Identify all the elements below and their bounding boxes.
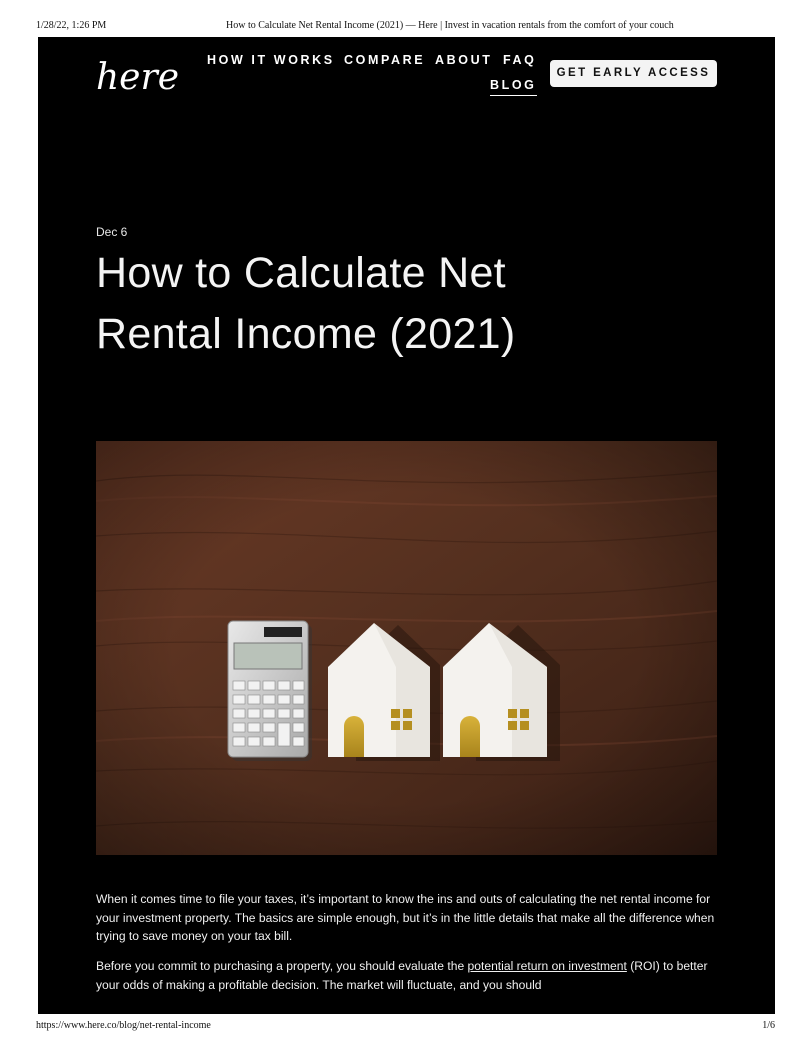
nav-compare[interactable]: COMPARE bbox=[344, 53, 426, 67]
nav-about[interactable]: ABOUT bbox=[435, 53, 493, 67]
calculator-and-houses-image bbox=[96, 441, 717, 855]
logo-text: here bbox=[96, 57, 178, 98]
nav-faq[interactable]: FAQ bbox=[503, 53, 537, 67]
article-date: Dec 6 bbox=[96, 225, 128, 239]
main-nav bbox=[203, 53, 538, 99]
paragraph-2-text-end: (ROI) to better your odds of making a profitable decision. The market will fluctuate, and you should bbox=[96, 959, 708, 992]
title-line-1: How to Calculate Net bbox=[96, 249, 506, 297]
print-header bbox=[0, 18, 811, 34]
print-datetime: 1/28/22, 1:26 PM bbox=[36, 20, 107, 31]
print-document-title: How to Calculate Net Rental Income (2021) — Here | Invest in vacation rentals from the comfort of your couch bbox=[226, 20, 674, 31]
paragraph-2-text-start: Before you commit to purchasing a property, you should evaluate the bbox=[96, 959, 468, 973]
hero-image bbox=[96, 441, 717, 855]
nav-blog[interactable]: BLOG bbox=[490, 78, 537, 96]
title-line-2: Rental Income (2021) bbox=[96, 310, 516, 358]
print-url: https://www.here.co/blog/net-rental-income bbox=[36, 1020, 211, 1031]
site-logo[interactable] bbox=[96, 51, 178, 101]
article-paragraph-2 bbox=[96, 957, 716, 994]
get-early-access-button[interactable]: GET EARLY ACCESS bbox=[550, 60, 717, 87]
article-paragraph-1: When it comes time to file your taxes, it’s important to know the ins and outs of calculating the net rental income for your investment property. The basics are simple enough, but it’s in the little details that make all the difference when trying to save money on your tax bill. bbox=[96, 892, 715, 943]
here-logo-icon bbox=[96, 51, 178, 101]
calculator-icon bbox=[228, 621, 312, 761]
print-page-number: 1/6 bbox=[762, 1020, 775, 1031]
webpage bbox=[38, 37, 775, 1014]
print-footer bbox=[0, 1018, 811, 1034]
potential-roi-link[interactable]: potential return on investment bbox=[467, 959, 627, 973]
nav-how-it-works[interactable]: HOW IT WORKS bbox=[207, 53, 335, 67]
article-title bbox=[96, 243, 656, 365]
